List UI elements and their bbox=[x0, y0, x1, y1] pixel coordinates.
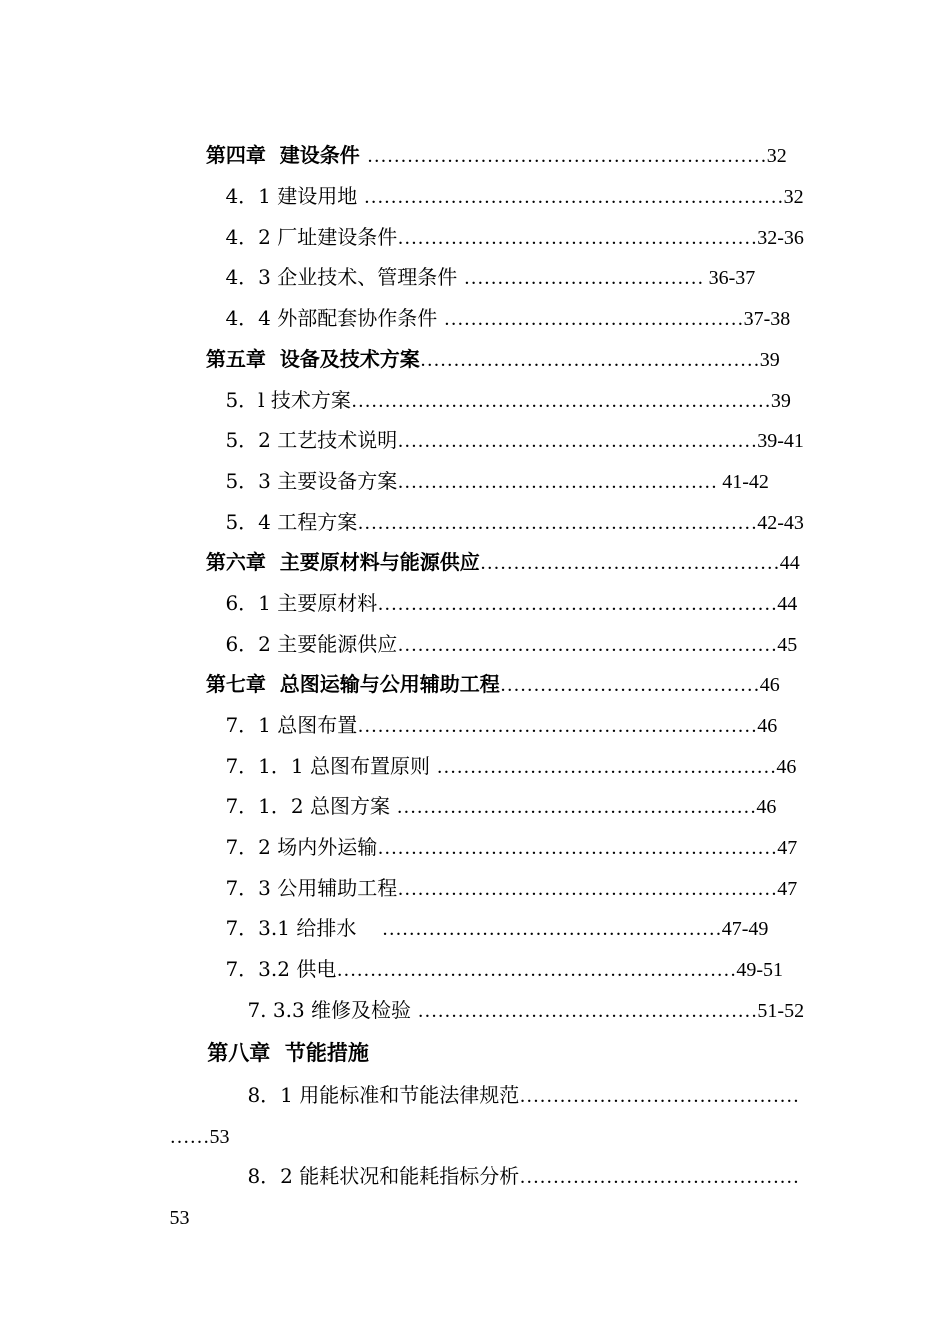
toc-title: 7．1 总图布置 bbox=[225, 713, 358, 737]
toc-section-8-2[interactable] bbox=[222, 1137, 799, 1216]
toc-title: 7．3.2 供电 bbox=[225, 957, 337, 981]
toc-page-number: 39 bbox=[770, 390, 791, 412]
toc-leader: …………………………………………………… bbox=[377, 837, 778, 859]
toc-leader: …………………………………………………… bbox=[357, 512, 758, 534]
toc-page-number: 46 bbox=[776, 756, 797, 778]
toc-leader: ……………………………………………… bbox=[397, 430, 758, 452]
toc-leader: …………………………………………… bbox=[436, 756, 777, 778]
toc-title: 6．1 主要原材料 bbox=[225, 591, 378, 615]
toc-title: 5．3 主要设备方案 bbox=[225, 469, 398, 493]
toc-page-number: 45 bbox=[777, 634, 798, 656]
toc-leader: …………………………………… bbox=[519, 1166, 800, 1188]
toc-title: 7．1．2 总图方案 bbox=[225, 794, 397, 818]
toc-page-number: 47-49 bbox=[721, 918, 769, 940]
toc-page-number: 39 bbox=[759, 349, 780, 371]
toc-leader: …………………………………………… bbox=[381, 918, 722, 940]
toc-leader: ……………………………………… bbox=[443, 308, 744, 330]
toc-leader: ……………………………………………………… bbox=[363, 186, 784, 208]
toc-leader: …………………………………………………… bbox=[377, 593, 778, 615]
toc-leader: ………………………………………… bbox=[397, 471, 723, 493]
toc-leader: ………………………………………………… bbox=[397, 878, 778, 900]
toc-page-number: 41-42 bbox=[722, 471, 769, 493]
toc-leader: …………………………………… bbox=[519, 1085, 800, 1107]
toc-page-number: 53 bbox=[209, 1126, 230, 1148]
toc-title: 7．1．1 总图布置原则 bbox=[225, 754, 437, 778]
toc-leader: …………………………………………… bbox=[419, 349, 760, 371]
toc-leader: …… bbox=[169, 1126, 210, 1148]
toc-page-number: 39-41 bbox=[757, 430, 804, 452]
toc-page-number: 46 bbox=[759, 674, 780, 696]
toc-leader: ……………………………………………… bbox=[397, 227, 758, 249]
toc-leader: ……………………………………………… bbox=[396, 796, 757, 818]
toc-page-number: 47 bbox=[777, 878, 798, 900]
toc-title: 7．3 公用辅助工程 bbox=[225, 876, 398, 900]
toc-page-number: 42-43 bbox=[757, 512, 804, 534]
toc-title: 4．1 建设用地 bbox=[225, 184, 364, 208]
toc-page-number: 32 bbox=[766, 145, 787, 167]
toc-page-number: 53 bbox=[169, 1207, 190, 1229]
toc-page-number: 32 bbox=[783, 186, 804, 208]
toc-title: 5．l 技术方案 bbox=[225, 388, 351, 412]
toc-leader: ……………………………… bbox=[463, 267, 709, 289]
toc-page-number: 37-38 bbox=[743, 308, 791, 330]
toc-leader: ……………………………………………………… bbox=[350, 390, 771, 412]
toc-page-number: 44 bbox=[777, 593, 798, 615]
toc-section-8-1-continuation bbox=[144, 1097, 229, 1176]
toc-page-number: 49-51 bbox=[736, 959, 783, 981]
toc-page-number: 46 bbox=[756, 796, 777, 818]
toc-page-number: 47 bbox=[777, 837, 798, 859]
toc-title: 7．3.1 给排水 bbox=[225, 916, 382, 940]
toc-title: 第八章 节能措施 bbox=[207, 1041, 369, 1065]
toc-leader: …………………………………………………… bbox=[366, 145, 767, 167]
toc-title: 4．2 厂址建设条件 bbox=[225, 225, 398, 249]
toc-title: 5．4 工程方案 bbox=[225, 510, 358, 534]
toc-page-number: 44 bbox=[779, 552, 800, 574]
toc-leader: …………………………………………………… bbox=[336, 959, 737, 981]
toc-title: 5．2 工艺技术说明 bbox=[225, 428, 398, 452]
toc-title: 8．1 用能标准和节能法律规范 bbox=[247, 1083, 520, 1107]
toc-section-8-1[interactable] bbox=[222, 1056, 799, 1135]
toc-title: 8．2 能耗状况和能耗指标分析 bbox=[247, 1164, 520, 1188]
toc-title: 4．3 企业技术、管理条件 bbox=[225, 265, 464, 289]
toc-title: 第七章 总图运输与公用辅助工程 bbox=[205, 672, 500, 696]
toc-leader: ………………………………… bbox=[499, 674, 760, 696]
toc-leader: …………………………………………………… bbox=[357, 715, 758, 737]
toc-title: 第四章 建设条件 bbox=[205, 143, 367, 167]
toc-title: 第五章 设备及技术方案 bbox=[205, 347, 420, 371]
toc-page-number: 32-36 bbox=[757, 227, 804, 249]
toc-page-number: 51-52 bbox=[757, 1000, 805, 1022]
toc-section-8-2-continuation bbox=[144, 1178, 189, 1257]
toc-title: 4．4 外部配套协作条件 bbox=[225, 306, 444, 330]
toc-leader: ……………………………………… bbox=[479, 552, 780, 574]
toc-title: 7. 3.3 维修及检验 bbox=[247, 998, 418, 1022]
toc-title: 第六章 主要原材料与能源供应 bbox=[205, 550, 480, 574]
toc-page-number: 36-37 bbox=[708, 267, 756, 289]
toc-leader: …………………………………………… bbox=[417, 1000, 758, 1022]
toc-page-number: 46 bbox=[757, 715, 778, 737]
toc-leader: ………………………………………………… bbox=[397, 634, 778, 656]
toc-title: 7．2 场内外运输 bbox=[225, 835, 378, 859]
toc-title: 6．2 主要能源供应 bbox=[225, 632, 398, 656]
